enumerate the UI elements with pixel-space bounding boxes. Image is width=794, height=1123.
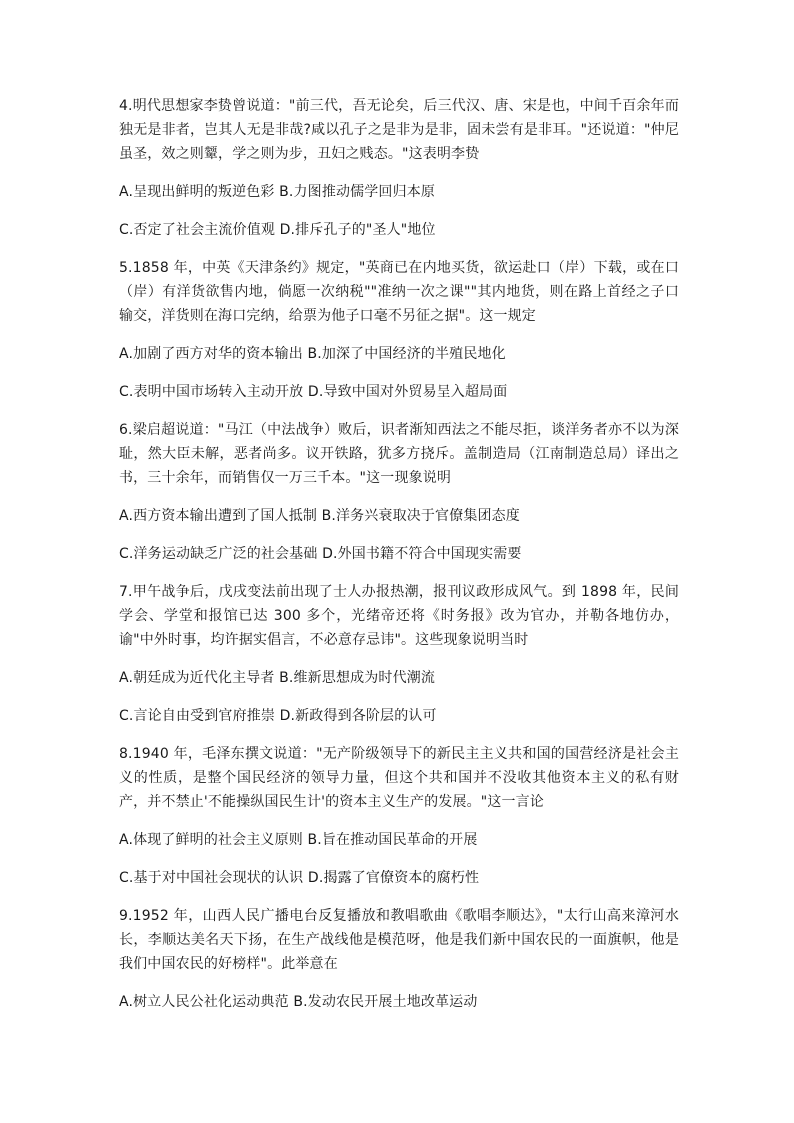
options-a-b: A.体现了鲜明的社会主义原则 B.旨在推动国民革命的开展 [119,832,478,848]
question-9 [119,904,679,1014]
options-c-d: C.言论自由受到官府推崇 D.新政得到各阶层的认可 [119,708,437,724]
question-stem: 9.1952 年，山西人民广播电台反复播放和教唱歌曲《歌唱李顺达》，"太行山高来漳河水长，李顺达美名天下扬，在生产战线他是模范呀，他是我们新中国农民的一面旗帜，他是我们中国农民的好榜样"。此举意在 [119,908,679,972]
options-c-d: C.否定了社会主流价值观 D.排斥孔子的"圣人"地位 [119,222,436,238]
question-8 [119,742,679,890]
question-7 [119,580,679,728]
options-c-d: C.基于对中国社会现状的认识 D.揭露了官僚资本的腐朽性 [119,870,480,886]
exam-page [119,94,679,1014]
question-stem: 5.1858 年，中英《天津条约》规定，"英商已在内地买货，欲运赴口（岸）下载，或在口（岸）有洋货欲售内地，倘愿一次纳税""准纳一次之课""其内地货，则在路上首经之子口输交，洋货则在海口完纳，给票为他子口毫不另征之据"。这一规定 [119,260,679,324]
question-stem: 8.1940 年，毛泽东撰文说道："无产阶级领导下的新民主主义共和国的国营经济是社会主义的性质，是整个国民经济的领导力量，但这个共和国并不没收其他资本主义的私有财产，并不禁止'不能操纵国民生计'的资本主义生产的发展。"这一言论 [119,746,679,810]
options-c-d: C.表明中国市场转入主动开放 D.导致中国对外贸易呈入超局面 [119,384,508,400]
question-5 [119,256,679,404]
question-4 [119,94,679,242]
question-6 [119,418,679,566]
question-stem: 4.明代思想家李贽曾说道："前三代，吾无论矣，后三代汉、唐、宋是也，中间千百余年而独无是非者，岂其人无是非哉?咸以孔子之是非为是非，固未尝有是非耳。"还说道："仲尼虽圣，效之则颦，学之则为步，丑妇之贱态。"这表明李贽 [119,98,679,162]
question-stem: 6.梁启超说道："马江（中法战争）败后，识者渐知西法之不能尽拒，谈洋务者亦不以为深耻，然大臣未解，恶者尚多。议开铁路，犹多方挠斥。盖制造局（江南制造总局）译出之书，三十余年，而销售仅一万三千本。"这一现象说明 [119,422,679,486]
options-a-b: A.树立人民公社化运动典范 B.发动农民开展土地改革运动 [119,994,478,1010]
options-a-b: A.西方资本输出遭到了国人抵制 B.洋务兴衰取决于官僚集团态度 [119,508,520,524]
options-c-d: C.洋务运动缺乏广泛的社会基础 D.外国书籍不符合中国现实需要 [119,546,522,562]
options-a-b: A.朝廷成为近代化主导者 B.维新思想成为时代潮流 [119,670,436,686]
options-a-b: A.加剧了西方对华的资本输出 B.加深了中国经济的半殖民地化 [119,346,506,362]
options-a-b: A.呈现出鲜明的叛逆色彩 B.力图推动儒学回归本原 [119,184,436,200]
question-stem: 7.甲午战争后，戊戌变法前出现了士人办报热潮，报刊议政形成风气。到 1898 年，民间学会、学堂和报馆已达 300 多个，光绪帝还将《时务报》改为官办，并勒各地仿办，谕"中外时事，均许据实倡言，不必意存忌讳"。这些现象说明当时 [119,584,679,648]
